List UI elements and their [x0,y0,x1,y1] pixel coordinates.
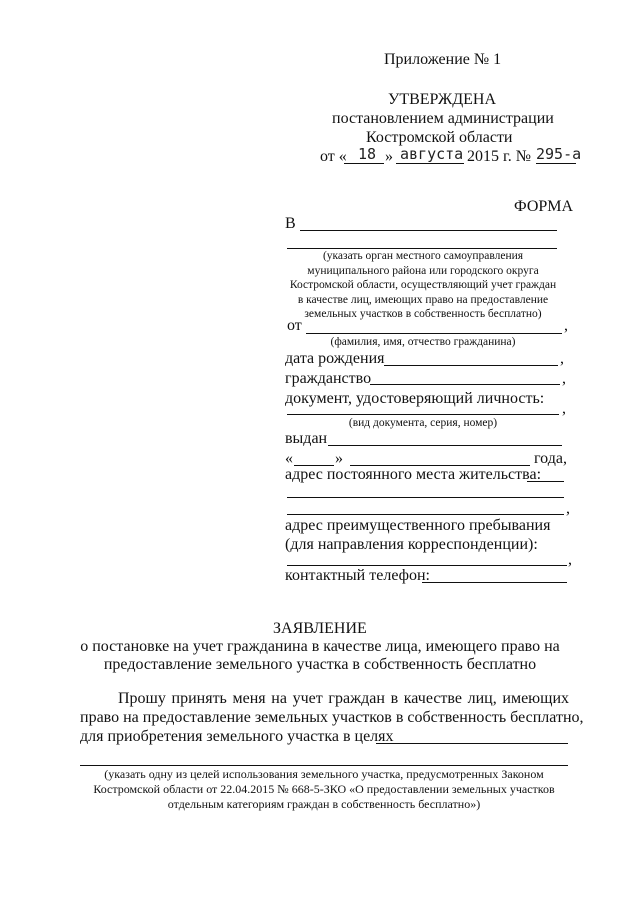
approved-title: УТВЕРЖДЕНА [388,91,497,108]
identity-document-field[interactable] [287,414,559,415]
permanent-address-field-3[interactable] [287,514,564,515]
from-label: от [287,317,302,334]
issued-year-suffix: года, [534,450,567,467]
permanent-address-field-1[interactable] [527,481,564,482]
to-field-line-1[interactable] [300,230,557,231]
preferred-address-field[interactable] [287,565,567,566]
preferred-address-label: адрес преимущественного пребывания [285,517,551,534]
from-hint: (фамилия, имя, отчество гражданина) [330,336,516,348]
issued-label: выдан [285,430,328,447]
form-title: ФОРМА [514,198,574,215]
birth-date-field[interactable] [384,365,558,366]
permanent-address-label: адрес постоянного места жительства: [285,466,542,483]
birth-date-label: дата рождения [285,350,385,367]
statement-subtitle-2: предоставление земельного участка в собственность бесплатно [103,656,537,673]
citizenship-field[interactable] [370,384,560,385]
statement-title: ЗАЯВЛЕНИЕ [273,620,367,637]
date-mid: » [385,148,393,165]
purpose-field-2[interactable] [80,765,568,766]
date-day-handwritten: 18 [358,145,377,163]
preferred-address-note: (для направления корреспонденции): [285,536,538,553]
from-field-line[interactable] [306,333,562,334]
identity-document-label: документ, удостоверяющий личность: [285,390,545,407]
date-year: 2015 г. № [467,148,532,165]
purpose-field-1[interactable] [376,743,568,744]
citizenship-label: гражданство [285,370,372,387]
issued-date-close: » [335,450,343,467]
phone-label: контактный телефон: [285,567,430,584]
decree-number-handwritten: 295-а [536,145,582,163]
document-hint: (вид документа, серия, номер) [348,417,498,429]
issued-by-field[interactable] [328,445,562,446]
appendix-label: Приложение № 1 [384,51,502,68]
statement-body-line-3: для приобретения земельного участка в целях [80,728,394,745]
permanent-address-field-2[interactable] [287,497,564,498]
issued-date-open: « [285,450,293,467]
statement-body-line-1: Прошу принять меня на учет граждан в качестве лиц, имеющих [118,690,569,707]
approved-line-1: постановлением администрации [332,110,554,127]
phone-field[interactable] [422,582,567,583]
statement-body-line-2: право на предоставление земельных участков в собственность бесплатно, [80,709,584,726]
date-prefix: от « [320,148,347,165]
to-label: В [285,215,296,232]
approved-line-2: Костромской области [366,129,513,146]
to-field-line-2[interactable] [287,248,557,249]
statement-subtitle-1: о постановке на учет гражданина в качестве лица, имеющего право на [80,638,560,655]
date-month-handwritten: августа [400,145,464,163]
